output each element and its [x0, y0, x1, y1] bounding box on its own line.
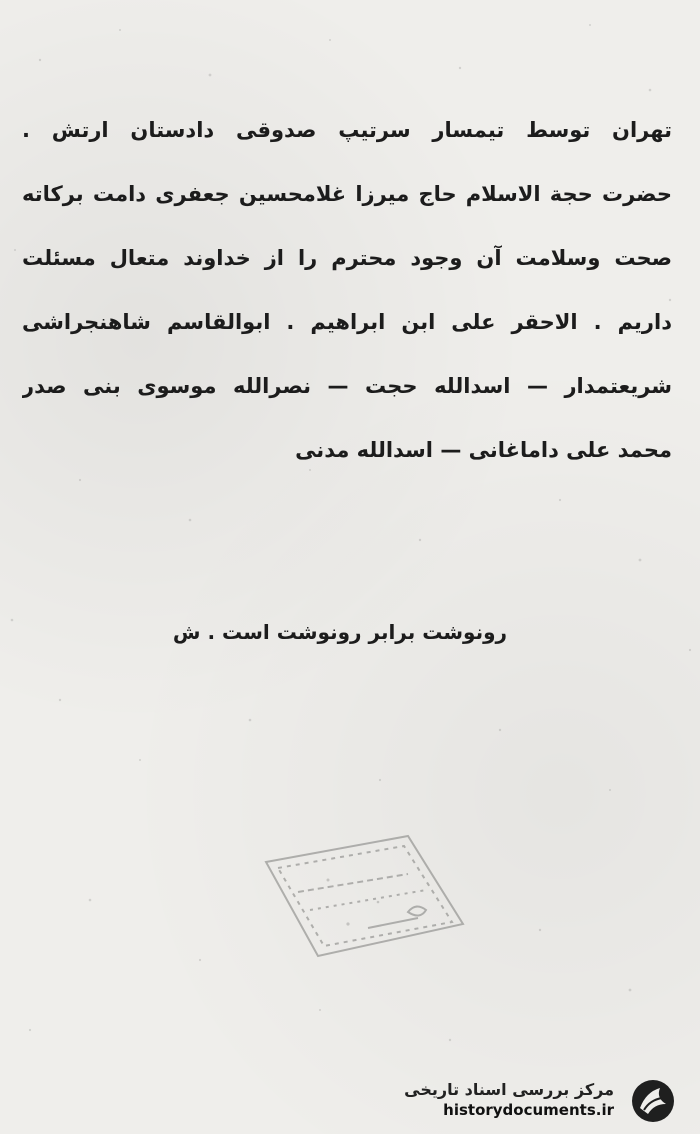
faded-stamp [258, 832, 468, 962]
archive-logo-icon [626, 1078, 680, 1124]
archive-website: historydocuments.ir [443, 1101, 614, 1119]
archive-footer [0, 1070, 700, 1134]
letter-line: حضرت حجة الاسلام حاج میرزا غلامحسین جعفری دامت برکاته [22, 182, 672, 206]
archive-name: مرکز بررسی اسناد تاریخی [404, 1080, 614, 1099]
certification-note: رونوشت برابر رونوشت است . ش [172, 620, 508, 644]
footer-text [404, 1080, 614, 1120]
letter-line: شریعتمدار — اسدالله حجت — نصرالله موسوی بنی صدر [22, 374, 672, 398]
letter-body [22, 98, 672, 482]
letter-line: تهران توسط تیمسار سرتیپ صدوقی دادستان ارتش . [22, 118, 672, 142]
letter-line: صحت وسلامت آن وجود محترم را از خداوند متعال مسئلت [22, 246, 672, 270]
letter-line: داریم . الاحقر علی ابن ابراهیم . ابوالقاسم شاهنجراشی [22, 310, 672, 334]
letter-line: محمد علی داماغانی — اسدالله مدنی [295, 438, 672, 462]
